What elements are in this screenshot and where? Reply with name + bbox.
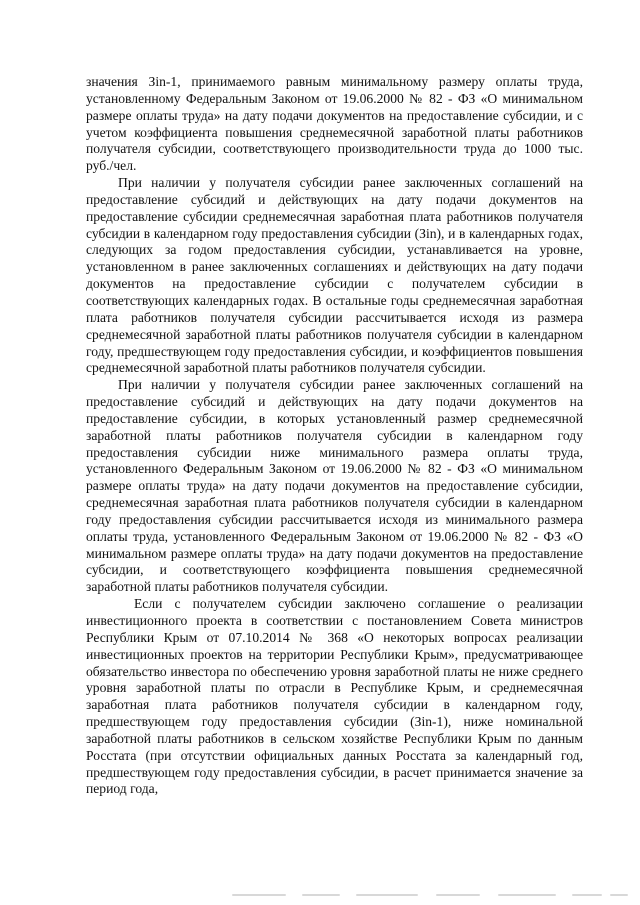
paragraph-below-minimum-wage: При наличии у получателя субсидии ранее заключенных соглашений на предоставление субсидий и действующих на дату подачи документов на предоставление субсидии, в которых установленный размер среднемесячной заработной платы работников получателя субсидии в календарном году предоставления субсидии ниже минимального размера оплаты труда, установленного Федеральным Законом от 19.06.2000 № 82 - ФЗ «О минимальном размере оплаты труда» на дату подачи документов на предоставление субсидии, среднемесячная заработная плата работников получателя субсидии в календарном году предоставления субсидии рассчитывается исходя из минимального размера оплаты труда, установленного Федеральным Законом от 19.06.2000 № 82 - ФЗ «О минимальном размере оплаты труда» на дату подачи документов на предоставление субсидии, и соответствующего коэффициента повышения среднемесячной заработной платы работников получателя субсидии. (86, 377, 583, 595)
paragraph-prior-agreements: При наличии у получателя субсидии ранее заключенных соглашений на предоставление субсидий и действующих на дату подачи документов на предоставление субсидии среднемесячная заработная плата работников получателя субсидии в календарном году предоставления субсидии (Зin), и в календарных годах, следующих за годом предоставления субсидии, устанавливается на уровне, установленном в ранее заключенных соглашениях и действующих на дату подачи документов на предоставление субсидии с получателем субсидии в соответствующих календарных годах. В остальные годы среднемесячная заработная плата работников получателя субсидии рассчитывается исходя из размера среднемесячной заработной платы работников получателя субсидии в календарном году, предшествующем году предоставления субсидии, и коэффициентов повышения среднемесячной заработной платы работников получателя субсидии. (86, 175, 583, 376)
document-body (86, 74, 583, 798)
paragraph-continuation: значения Зin-1, принимаемого равным минимальному размеру оплаты труда, установленному Федеральным Законом от 19.06.2000 № 82 - ФЗ «О минимальном размере оплаты труда» на дату подачи документов на предоставление субсидии, и с учетом коэффициента повышения среднемесячной заработной платы работников получателя субсидии, соответствующего производительности труда до 1000 тыс. руб./чел. (86, 74, 583, 174)
paragraph-investment-project: Если с получателем субсидии заключено соглашение о реализации инвестиционного проекта в соответствии с постановлением Совета министров Республики Крым от 07.10.2014 № 368 «О некоторых вопросах реализации инвестиционных проектов на территории Республики Крым», предусматривающее обязательство инвестора по обеспечению уровня заработной платы не ниже среднего уровня заработной платы по отрасли в Республике Крым, и среднемесячная заработная плата работников получателя субсидии в календарном году, предшествующем году предоставления субсидии (Зin-1), ниже номинальной заработной платы работников в сельском хозяйстве Республики Крым по данным Росстата (при отсутствии официальных данных Росстата за календарный год, предшествующем году предоставления субсидии, в расчет принимается значение за период года, (86, 596, 583, 797)
scan-footer-artifact (232, 893, 628, 899)
